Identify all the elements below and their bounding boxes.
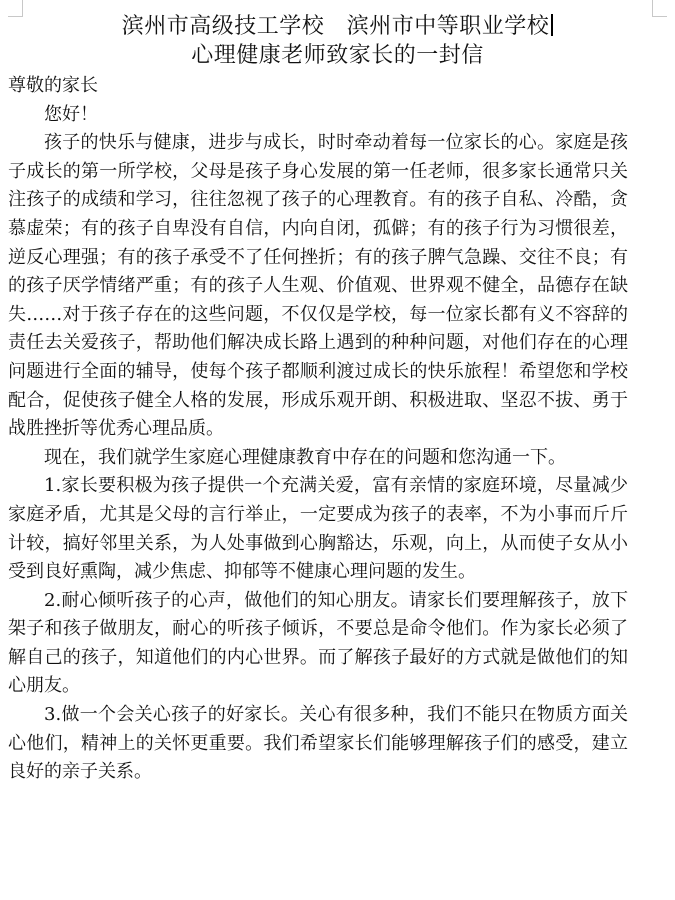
salutation: 尊敬的家长	[8, 75, 98, 96]
letter-body[interactable]	[8, 72, 628, 787]
text-cursor	[551, 14, 553, 36]
body-paragraph-point-3: 3.做一个会关心孩子的好家长。关心有很多种，我们不能只在物质方面关心他们，精神上的关怀更重要。我们希望家长们能够理解孩子们的感受，建立良好的亲子关系。	[8, 704, 628, 783]
body-paragraph-point-1: 1.家长要积极为孩子提供一个充满关爱，富有亲情的家庭环境，尽量减少家庭矛盾，尤其是父母的言行举止，一定要成为孩子的表率，不为小事而斤斤计较，搞好邻里关系，为人处事做到心胸豁达，乐观，向上，从而使子女从小受到良好熏陶，减少焦虑、抑郁等不健康心理问题的发生。	[8, 475, 628, 583]
title-line-schools: 滨州市高级技工学校 滨州市中等职业学校	[121, 14, 550, 39]
body-paragraph-intro: 孩子的快乐与健康，进步与成长，时时牵动着每一位家长的心。家庭是孩子成长的第一所学校，父母是孩子身心发展的第一任老师，很多家长通常只关注孩子的成绩和学习，往往忽视了孩子的心理教育。有的孩子自私、冷酷，贪慕虚荣；有的孩子自卑没有自信，内向自闭，孤僻；有的孩子行为习惯很差，逆反心理强；有的孩子承受不了任何挫折；有的孩子脾气急躁、交往不良；有的孩子厌学情绪严重；有的孩子人生观、价值观、世界观不健全，品德存在缺失……对于孩子存在的这些问题，不仅仅是学校，每一位家长都有义不容辞的责任去关爱孩子，帮助他们解决成长路上遇到的种种问题，对他们存在的心理问题进行全面的辅导，使每个孩子都顺利渡过成长的快乐旅程！希望您和学校配合，促使孩子健全人格的发展，形成乐观开朗、积极进取、坚忍不拔、勇于战胜挫折等优秀心理品质。	[8, 132, 628, 440]
title-line-subject: 心理健康老师致家长的一封信	[191, 43, 484, 68]
greeting: 您好！	[44, 103, 98, 125]
body-paragraph-point-2: 2.耐心倾听孩子的心声，做他们的知心朋友。请家长们要理解孩子，放下架子和孩子做朋友，耐心的听孩子倾诉，不要总是命令他们。作为家长必须了解自己的孩子，知道他们的内心世界。而了解孩子最好的方式就是做他们的知心朋友。	[8, 589, 628, 697]
body-paragraph-transition: 现在，我们就学生家庭心理健康教育中存在的问题和您沟通一下。	[44, 446, 566, 468]
letter-title	[0, 12, 675, 70]
